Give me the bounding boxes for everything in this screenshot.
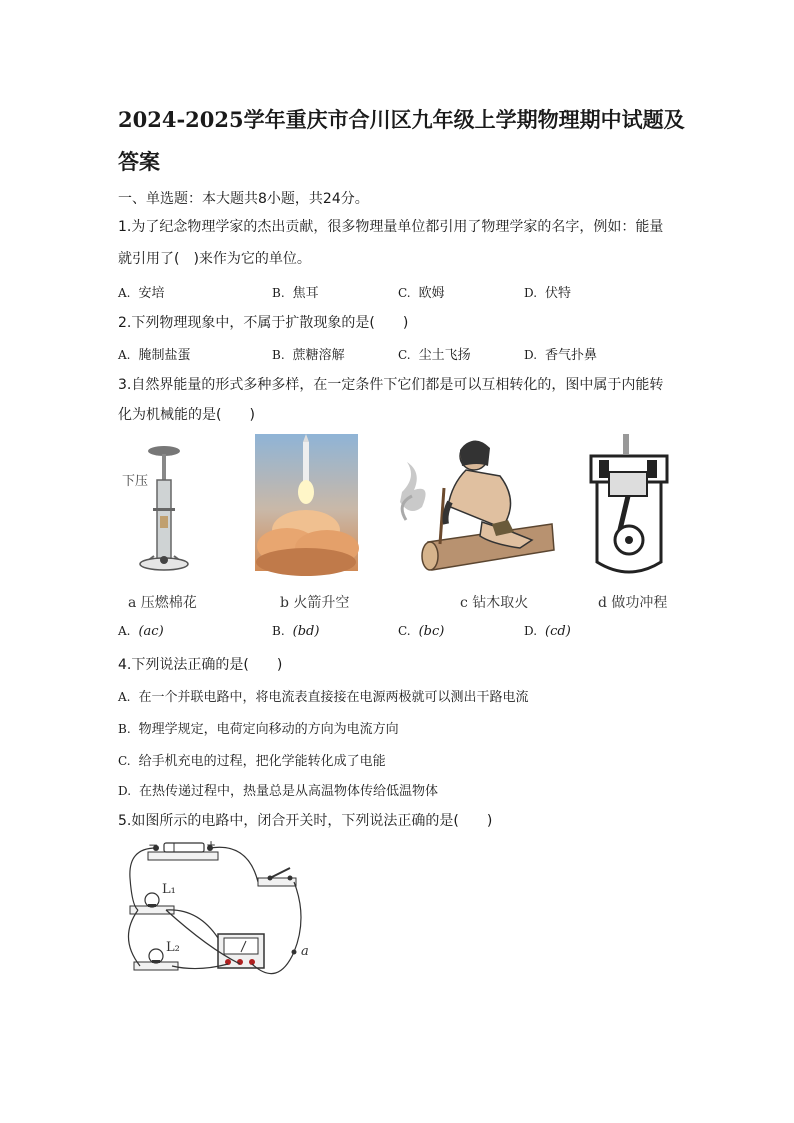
- option-text: 焦耳: [292, 286, 319, 301]
- option-label: B.: [272, 624, 285, 638]
- q3-stem-line1: 3.自然界能量的形式多种多样，在一定条件下它们都是可以互相转化的，图中属于内能转: [118, 377, 664, 393]
- option-text: (bd): [292, 624, 320, 639]
- option-text: (cd): [545, 624, 571, 639]
- engine-power-stroke-figure: [585, 432, 675, 577]
- document-title-line1: 2024-2025学年重庆市合川区九年级上学期物理期中试题及: [118, 107, 685, 132]
- option-label: A.: [118, 286, 131, 300]
- option-label: C.: [398, 286, 411, 300]
- q1-stem-line1: 1.为了纪念物理学家的杰出贡献，很多物理量单位都引用了物理学家的名字，例如：能量: [118, 219, 664, 235]
- q5-stem: 5.如图所示的电路中，闭合开关时，下列说法正确的是( ): [118, 813, 493, 829]
- q4-stem: 4.下列说法正确的是( ): [118, 657, 283, 673]
- option-text: 在一个并联电路中，将电流表直接接在电源两极就可以测出干路电流: [138, 690, 529, 705]
- option-label: C.: [398, 348, 411, 362]
- option-label: C.: [398, 624, 411, 638]
- option-text: 尘土飞扬: [418, 348, 471, 363]
- battery-negative-label: −: [148, 838, 159, 852]
- q2-option-b: [272, 344, 345, 363]
- q2-option-d: [524, 344, 597, 363]
- figure-caption-c: c 钻木取火: [460, 595, 529, 611]
- option-text: 腌制盐蛋: [138, 348, 191, 363]
- option-label: B.: [272, 348, 285, 362]
- q3-option-a: [118, 624, 164, 639]
- press-down-label: 下压: [122, 474, 149, 489]
- option-label: C.: [118, 754, 131, 768]
- q4-option-d: [118, 780, 438, 799]
- q3-option-c: [398, 624, 444, 639]
- document-title-line2: 答案: [118, 149, 160, 174]
- q1-option-d: [524, 282, 571, 301]
- lamp-l2-label: L₂: [166, 940, 180, 955]
- q2-stem: 2.下列物理现象中，不属于扩散现象的是( ): [118, 315, 409, 331]
- option-text: 安培: [138, 286, 165, 301]
- option-text: 伏特: [545, 286, 572, 301]
- figure-caption-a: a 压燃棉花: [128, 595, 197, 611]
- option-text: (bc): [418, 624, 445, 639]
- option-text: 欧姆: [418, 286, 445, 301]
- option-label: D.: [118, 784, 132, 798]
- option-text: 物理学规定，电荷定向移动的方向为电流方向: [138, 722, 399, 737]
- point-a-label: a: [301, 944, 309, 959]
- option-text: 蔗糖溶解: [292, 348, 345, 363]
- lamp-l1-label: L₁: [162, 882, 176, 897]
- option-text: 给手机充电的过程，把化学能转化成了电能: [138, 754, 386, 769]
- option-label: A.: [118, 624, 131, 638]
- rocket-launch-photo: [255, 434, 358, 571]
- option-label: D.: [524, 286, 538, 300]
- option-label: B.: [272, 286, 285, 300]
- q1-option-b: [272, 282, 319, 301]
- section-heading: 一、单选题：本大题共8小题，共24分。: [118, 191, 369, 207]
- option-label: D.: [524, 624, 538, 638]
- option-label: A.: [118, 690, 131, 704]
- q4-option-c: [118, 750, 386, 769]
- q2-option-a: [118, 344, 191, 363]
- q1-option-a: [118, 282, 165, 301]
- q1-option-c: [398, 282, 445, 301]
- compression-igniter-figure: [118, 436, 208, 576]
- option-label: A.: [118, 348, 131, 362]
- drill-wood-fire-figure: [392, 432, 557, 577]
- option-text: (ac): [138, 624, 164, 639]
- figure-caption-b: b 火箭升空: [280, 595, 350, 611]
- battery-positive-label: +: [206, 838, 217, 852]
- q4-option-a: [118, 686, 529, 705]
- option-label: B.: [118, 722, 131, 736]
- q1-stem-line2: 就引用了( )来作为它的单位。: [118, 251, 311, 267]
- option-text: 香气扑鼻: [545, 348, 598, 363]
- option-text: 在热传递过程中，热量总是从高温物体传给低温物体: [139, 784, 439, 799]
- q3-option-d: [524, 624, 571, 639]
- option-label: D.: [524, 348, 538, 362]
- q4-option-b: [118, 718, 399, 737]
- q2-option-c: [398, 344, 471, 363]
- q3-option-b: [272, 624, 319, 639]
- circuit-diagram: [118, 838, 318, 988]
- q3-stem-line2: 化为机械能的是( ): [118, 407, 255, 423]
- figure-caption-d: d 做功冲程: [598, 595, 668, 611]
